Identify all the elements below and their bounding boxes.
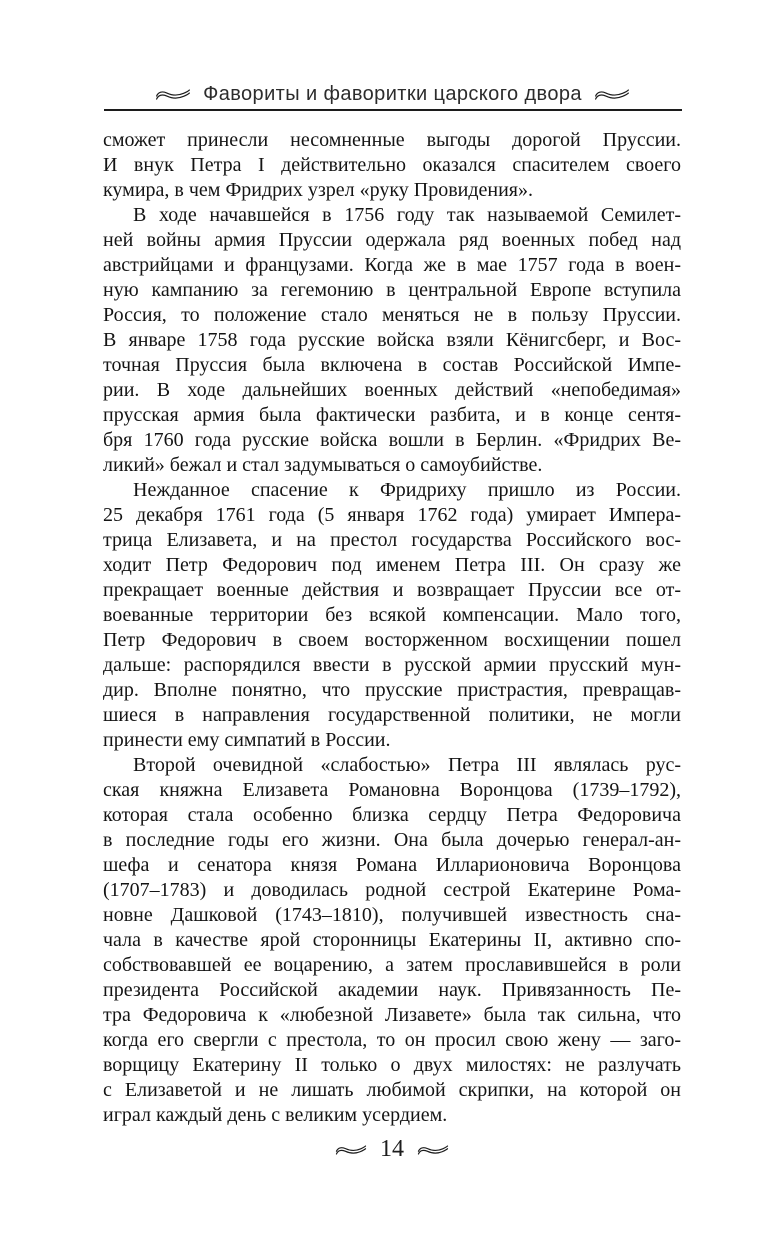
swash-ornament-icon [594, 87, 630, 101]
text-line: собствовавшей ее воцарению, а затем прославившейся в роли [103, 954, 681, 976]
text-line: австрийцами и французами. Когда же в мае 1757 года в воен- [103, 254, 681, 276]
paragraph [103, 203, 681, 478]
text-line: принести ему симпатий в России. [103, 729, 391, 751]
text-line: тра Федоровича к «любезной Лизавете» была так сильна, что [103, 1004, 681, 1026]
text-line: дальше: распорядился ввести в русской армии прусский мун- [103, 654, 681, 676]
text-line: точная Пруссия была включена в состав Российской Импе- [103, 354, 681, 376]
text-line: В ходе начавшейся в 1756 году так называемой Семилет- [133, 204, 681, 226]
text-line: ская княжна Елизавета Романовна Воронцова (1739–1792), [103, 779, 681, 801]
text-line: прусская армия была фактически разбита, и в конце сентя- [103, 404, 681, 426]
text-line: шиеся в направления государственной политики, не могли [103, 704, 681, 726]
text-line: чала в качестве ярой сторонницы Екатерины II, активно спо- [103, 929, 681, 951]
text-line: которая стала особенно близка сердцу Петра Федоровича [103, 804, 681, 826]
text-line: воеванные территории без всякой компенсации. Мало того, [103, 604, 681, 626]
body-text [103, 128, 681, 1128]
running-head-title: Фавориты и фаворитки царского двора [203, 82, 582, 105]
swash-ornament-icon [155, 87, 191, 101]
text-line: И внук Петра I действительно оказался спасителем своего [103, 154, 681, 176]
header-rule [104, 109, 682, 111]
text-line: ней войны армия Пруссии одержала ряд военных побед над [103, 229, 681, 251]
text-line: рии. В ходе дальнейших военных действий «непобедимая» [103, 379, 681, 401]
text-line: трица Елизавета, и на престол государства Российского вос- [103, 529, 681, 551]
text-line: кумира, в чем Фридрих узрел «руку Провидения». [103, 179, 533, 201]
paragraph [103, 478, 681, 753]
page-footer [103, 1134, 681, 1164]
text-line: ликий» бежал и стал задумываться о самоубийстве. [103, 454, 543, 476]
paragraph [103, 128, 681, 203]
text-line: (1707–1783) и доводилась родной сестрой Екатерине Рома- [103, 879, 681, 901]
text-line: с Елизаветой и не лишать любимой скрипки, на которой он [103, 1079, 681, 1101]
paragraph [103, 753, 681, 1128]
text-line: Нежданное спасение к Фридриху пришло из России. [133, 479, 681, 501]
page-number: 14 [380, 1136, 404, 1162]
text-line: Петр Федорович в своем восторженном восхищении пошел [103, 629, 681, 651]
text-line: ворщицу Екатерину II только о двух милостях: не разлучать [103, 1054, 681, 1076]
text-line: ную кампанию за гегемонию в центральной Европе вступила [103, 279, 681, 301]
text-line: играл каждый день с великим усердием. [103, 1104, 448, 1126]
text-line: ходит Петр Федорович под именем Петра III. Он сразу же [103, 554, 681, 576]
text-line: 25 декабря 1761 года (5 января 1762 года) умирает Импера- [103, 504, 681, 526]
text-line: Россия, то положение стало меняться не в пользу Пруссии. [103, 304, 681, 326]
text-line: в последние годы его жизни. Она была дочерью генерал-ан- [103, 829, 681, 851]
text-line: новне Дашковой (1743–1810), получившей известность сна- [103, 904, 681, 926]
text-line: сможет принесли несомненные выгоды дорогой Пруссии. [103, 129, 681, 151]
text-line: когда его свергли с престола, то он просил свою жену — заго- [103, 1029, 681, 1051]
swash-ornament-icon [335, 1143, 367, 1156]
text-line: президента Российской академии наук. Привязанность Пе- [103, 979, 681, 1001]
swash-ornament-icon [417, 1143, 449, 1156]
text-line: прекращает военные действия и возвращает Пруссии все от- [103, 579, 681, 601]
text-line: дир. Вполне понятно, что прусские пристрастия, превращав- [103, 679, 681, 701]
text-line: шефа и сенатора князя Романа Илларионовича Воронцова [103, 854, 681, 876]
running-head [103, 80, 682, 108]
text-line: Второй очевидной «слабостью» Петра III являлась рус- [133, 754, 681, 776]
text-line: В январе 1758 года русские войска взяли Кёнигсберг, и Вос- [103, 329, 681, 351]
text-line: бря 1760 года русские войска вошли в Берлин. «Фридрих Ве- [103, 429, 681, 451]
